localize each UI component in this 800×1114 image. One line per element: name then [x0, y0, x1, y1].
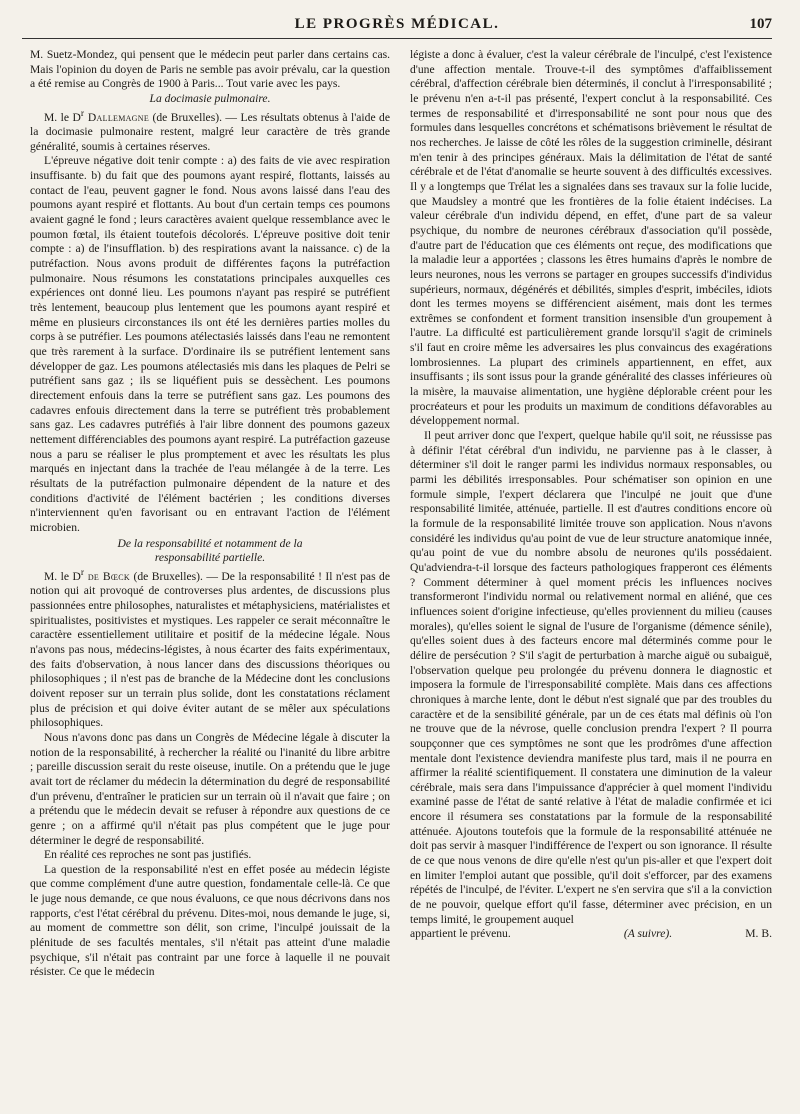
superscript: r	[80, 566, 85, 578]
text-run: M. le D	[44, 110, 81, 124]
paragraph	[30, 107, 390, 155]
right-column	[410, 48, 772, 942]
heading-line: responsabilité partielle.	[154, 551, 266, 565]
text-run: appartient le prévenu.	[410, 927, 511, 941]
paragraph: La question de la responsabilité n'est en effet posée au médecin légiste que comme complément d'une autre question, fondamentale celle-là. Ce que le juge nous demande, ce que nous évaluons, ce que nous décrivons dans nos rapports, c'est l'état cérébral du prévenu. Dites-moi, nous demande le juge, si, au moment de commettre son délit, son crime, l'inculpé jouissait de la plénitude de ses facultés mentales, s'il n'était pas atteint d'une maladie psychique, s'il n'était pas contraint par une force à laquelle il ne pouvait résister. Ce que le médecin	[30, 862, 390, 979]
text-run: M. le D	[44, 569, 81, 583]
paragraph: M. Suetz-Mondez, qui pensent que le médecin peut parler dans certains cas. Mais l'opinion du doyen de Paris ne semble pas avoir prévalu, car la question a été remise au Congrès de 1900 à Paris... Tout varie avec les pays.	[30, 48, 390, 91]
section-heading	[30, 537, 390, 566]
paragraph: légiste a donc à évaluer, c'est la valeur cérébrale de l'inculpé, c'est l'existence d'une affection mentale. Trouve-t-il des symptômes d'affaiblissement cérébral, d'affection cérébrale bien déterminés, il conclut à l'irresponsabilité ; le prévenu n'en a-t-il pas présenté, l'expert conclut à la responsabilité. Ces termes de responsabilité et d'irresponsabilité ne sont pour nous que des formules dans lesquelles concrétons et schématisons brièvement le résultat de nos recherches. Je laisse de côté les rôles de la suggestion criminelle, désirant m'en tenir à des principes généraux. Mais la délimitation de l'état de santé cérébrale et de l'état d'anomalie se heurte souvent à des difficultés excessives. Il y a longtemps que Trélat les a signalées dans ses travaux sur la folie lucide, que Maudsley a montré que les frontières de la folie étaient indécises. La valeur cérébrale d'un individu dépend, en effet, d'une part de sa valeur psychique, du nombre de neurones cérébraux d'association qu'il possède, d'autre part de l'éducation que ces éléments ont reçue, des modifications que la maladie leur a apportées ; classons les êtres humains d'après le nombre de leurs neurones, nous les verrons se partager en groupes successifs d'individus supérieurs, normaux, dégénérés et débilités, simples d'esprit, imbéciles, idiots dont les termes moyens se différencient aisément, mais dont les termes extrêmes se confondent et forment transition insensible d'un groupement à l'autre. La difficulté est particulièrement grande lorsqu'il s'agit de criminels s'il faut en croire même les adversaires les plus convaincus des exagérations lombrosiennes. La plupart des criminels appartiennent, en effet, aux insuffisants ; ils sont issus pour la grande généralité des classes inférieures où la misère, la mauvaise alimentation, une hygiène déplorable créent pour les procréateurs et pour les produits un maximum de conditions défavorables au développement normal.	[410, 48, 772, 428]
heading-line: De la responsabilité et notamment de la	[117, 536, 303, 550]
paragraph: L'épreuve négative doit tenir compte : a) des faits de vie avec respiration insuffisante. b) du fait que des poumons ayant respiré, flottants, laissés au contact de l'eau, peuvent gagner le fond. Nous avons laissé dans l'eau des poumons ayant respiré et flottants. Au bout d'un certain temps ces poumons avaient gagné le fond ; leurs caractères avaient quelque ressemblance avec le poumon fœtal, ils étaient toutefois décolorés. L'épreuve positive doit tenir compte : a) de l'insufflation. b) des respirations avant la naissance. c) de la putréfaction. Nous avons produit de différentes façons la putréfaction pulmonaire. Nous résumons les constatations principales auxquelles ces expériences ont donné lieu. Les poumons n'ayant pas respiré se putréfient très lentement, beaucoup plus lentement que les poumons ayant respiré et même en plusieurs circonstances ils ont été les dernières parties molles du corps à se putréfier. Les poumons atélectasiés laissés dans l'eau ne remontent que très rarement à la surface. D'ordinaire ils se putréfient lentement sans développer de gaz. Les poumons atélectasiés mis dans les plaques de Pelri se putréfient sans gaz ; ils se liquéfient puis se dessèchent. Les poumons directement enfouis dans la terre se putréfient sans gaz. Les poumons des cadavres enfouis directement dans la terre se putréfient très probablement sans gaz. Les cadavres putréfiés à l'air libre donnent des poumons gazeux nettement différenciables des poumons ayant respiré. La putréfaction gazeuse nous a paru se réaliser le plus promptement et avec les résultats les plus marqués en injectant dans la trachée de l'eau mélangée à de la terre. Les résultats de la putréfaction pulmonaire dépendent de la nature et des conditions d'activité de l'élément bactérien ; les conditions diverses n'interviennent qu'en favorisant ou en entravant l'action de l'élément microbien.	[30, 154, 391, 534]
journal-title: LE PROGRÈS MÉDICAL.	[294, 16, 500, 32]
text-run: (de Bruxelles). — De la responsabilité ! Il n'est pas de notion qui ait provoqué de controverses plus ardentes, de discussions plus passionnées entre philosophes, naturalistes et métaphysiciens, matérialistes et spiritualistes, positivistes et mystiques. Les rappeler ce serait méconnaître le caractère essentiellement utilitaire et positif de la médecine légale. Nous n'avons pas nous, médecins-légistes, à nous écarter des faits expérimentaux, des faits d'observation, à nous lancer dans des discussions théoriques ou philosophiques ; il n'est pas de branche de la Médecine dont les conclusions doivent reposer sur un terrain plus solide, dont les constatations réclament plus de précision et qui doive éviter autant de se mêler aux spéculations philosophiques.	[30, 569, 390, 730]
closing-line	[410, 927, 772, 942]
page-number: 107	[749, 16, 772, 32]
superscript: r	[80, 107, 85, 119]
author-signature: M. B.	[745, 927, 772, 941]
continuation-note: (A suivre).	[623, 927, 673, 941]
paragraph: En réalité ces reproches ne sont pas justifiés.	[44, 848, 252, 862]
paragraph	[30, 566, 390, 731]
author-name: Dallemagne	[84, 110, 150, 124]
running-header	[22, 14, 772, 39]
left-column	[30, 48, 390, 980]
text-run: (de Bruxelles). — Les résultats obtenus à l'aide de la docimasie pulmonaire restent, malgré leur caractère de très grande généralité, soumis à certaines réserves.	[30, 110, 391, 153]
author-name: de Bœck	[84, 569, 131, 583]
paragraph: Il peut arriver donc que l'expert, quelque habile qu'il soit, ne réussisse pas à définir l'état cérébral d'un individu, ne parvienne pas à le classer, à déterminer s'il doit le ranger parmi les individus normaux responsables, ou parmi les débilités irresponsables. Pour schématiser son opinion en une formule simple, l'expert déclarera que l'inculpé ne jouit que d'une responsabilité limitée, atténuée, partielle. Il est d'autres conditions encore où la formule de la responsabilité limitée trouve son application. Nous n'avons considéré les individus qu'au point de vue de leur structure anatomique innée, qu'au point de vue du nombre absolu de neurones qu'ils possédaient. Qu'adviendra-t-il lorsque des facteurs pathologiques frapperont ces éléments ? Comment déterminer à quel moment précis les influences nocives transformeront l'individu normal ou relativement normal en aliéné, que ces influences soient d'origine infectieuse, qu'elles proviennent du milieu (causes morales), qu'elles soient le signal de l'usure de l'organisme (démence sénile), qu'elles soient dues à des facteurs encore mal déterminés comme pour le délire de persécution ? S'il s'agit de perturbation à marche aiguë ou subaiguë, l'observation quelque peu prolongée du prévenu donnera le diagnostic et imposera la formule de l'irresponsabilité complète. Mais dans ces affections chroniques à marche lente, dont le début n'est signalé que par des troubles du caractère et de la sensibilité générale, par un de ces états mal définis où l'on ne trouve que de la névrose, quelle conclusion prendra l'expert ? Il pourra soupçonner que ces symptômes ne sont que les prodrômes d'une affection mentale dont l'existence deviendra manifeste plus tard, mais il ne pourra en affirmer la réalité scientifiquement. Il constatera une diminution de la valeur cérébrale, mais sera dans l'impuissance d'apprécier à quel moment l'individu examiné passe de l'état de santé relative à l'état de maladie confirmée et ici encore il résumera ses constatations par la formule de la responsabilité atténuée. Ajoutons toutefois que la formule de la responsabilité atténuée ne doit pas servir à masquer l'indifférence de l'expert ou son ignorance. Il résulte de ce que nous venons de dire qu'elle n'est qu'un pis-aller et que l'expert doit en limiter l'emploi autant que possible, qu'il doit s'efforcer, par des examens répétés de l'inculpé, de l'éviter. L'expert ne s'en servira que s'il a la conviction de ne pouvoir, quelque effort qu'il fasse, déterminer avec précision, en un temps limité, le groupement auquel	[410, 429, 772, 926]
paragraph: Nous n'avons donc pas dans un Congrès de Médecine légale à discuter la notion de la responsabilité, à rechercher la réalité ou l'inanité du libre arbitre ; pareille discussion serait du reste oiseuse, inutile. On a prétendu que le juge avait tort de réclamer du médecin la détermination du degré de responsabilité d'un prévenu, d'entraîner le praticien sur un terrain où il n'avait que faire ; on a prétendu que le médecin devait se refuser à répondre aux questions de ce genre ; on a affirmé qu'il n'était pas plus compétent que le juge pour déterminer le degré de responsabilité.	[30, 730, 390, 847]
section-heading: La docimasie pulmonaire.	[149, 91, 271, 105]
